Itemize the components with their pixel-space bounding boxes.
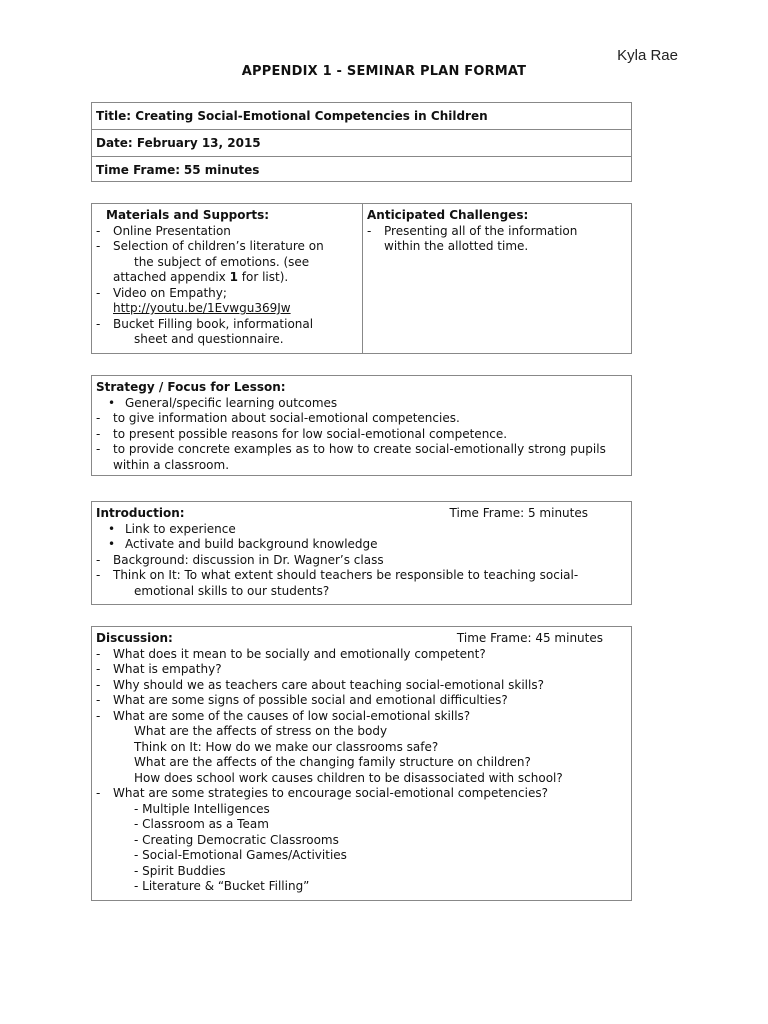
strategy-label: Strategy / Focus for Lesson:: [96, 380, 286, 394]
strategy-bullet: • General/specific learning outcomes: [108, 395, 338, 410]
strategy-box: [91, 375, 632, 476]
author-name: Kyla Rae: [617, 47, 678, 64]
materials-item: - Bucket Filling book, informational: [96, 316, 314, 331]
introduction-time-frame: Time Frame: 5 minutes: [449, 506, 588, 520]
materials-label: Materials and Supports:: [106, 208, 270, 222]
strategy-item: - to give information about social-emotional competencies.: [96, 411, 460, 425]
discussion-question: - Why should we as teachers care about teaching social-emotional skills?: [96, 677, 544, 692]
strategy-subitem: - Spirit Buddies: [134, 863, 226, 878]
discussion-subitem: What are the affects of stress on the body: [134, 724, 388, 738]
challenges-label: Anticipated Challenges:: [367, 208, 529, 222]
discussion-box: [91, 626, 632, 901]
strategy-subitem: - Classroom as a Team: [134, 817, 269, 831]
discussion-subitem: What are the affects of the changing family structure on children?: [134, 755, 531, 769]
materials-item-cont: the subject of emotions. (see: [134, 254, 310, 269]
introduction-bullet: • Activate and build background knowledge: [108, 537, 378, 551]
discussion-question: - What is empathy?: [96, 662, 222, 676]
introduction-box: [91, 501, 632, 605]
video-link[interactable]: http://youtu.be/1Evwgu369Jw: [113, 301, 291, 315]
strategy-subitem: - Multiple Intelligences: [134, 801, 270, 816]
date-row: Date: February 13, 2015: [92, 130, 631, 157]
challenges-item: - Presenting all of the information: [367, 223, 578, 238]
introduction-item: - Think on It: To what extent should teachers be responsible to teaching social-: [96, 568, 579, 582]
strategy-item: - to present possible reasons for low social-emotional competence.: [96, 426, 508, 441]
discussion-question: - What does it mean to be socially and emotionally competent?: [96, 646, 486, 661]
discussion-time-frame: Time Frame: 45 minutes: [456, 631, 603, 645]
discussion-subitem: How does school work causes children to be disassociated with school?: [134, 770, 563, 785]
materials-item: - Video on Empathy;: [96, 285, 227, 300]
header-box: [91, 102, 632, 182]
time-frame-label: Time Frame:: [96, 163, 181, 177]
materials-item: - Selection of children’s literature on: [96, 239, 324, 253]
strategy-subitem: - Literature & “Bucket Filling”: [134, 879, 310, 893]
challenges-column: [363, 204, 631, 353]
materials-item: - Online Presentation: [96, 223, 231, 238]
materials-column: [92, 204, 363, 353]
strategy-item-cont: within a classroom.: [113, 457, 230, 472]
strategy-subitem: - Creating Democratic Classrooms: [134, 832, 339, 847]
discussion-label: Discussion:: [96, 631, 173, 645]
introduction-label: Introduction:: [96, 506, 185, 520]
materials-item-cont: attached appendix 1 for list).: [113, 270, 289, 284]
title-row: Title: Creating Social-Emotional Competencies in Children: [92, 103, 631, 130]
strategy-item: - to provide concrete examples as to how to create social-emotionally strong pupils: [96, 442, 606, 456]
introduction-item: - Background: discussion in Dr. Wagner’s class: [96, 552, 384, 567]
discussion-question: - What are some signs of possible social and emotional difficulties?: [96, 693, 508, 707]
materials-item-cont: sheet and questionnaire.: [134, 332, 284, 346]
time-frame-row: [92, 157, 631, 183]
strategy-subitem: - Social-Emotional Games/Activities: [134, 848, 347, 862]
time-frame-value: 55 minutes: [183, 163, 260, 177]
challenges-item-cont: within the allotted time.: [384, 239, 529, 253]
discussion-question: - What are some of the causes of low social-emotional skills?: [96, 708, 471, 723]
document-heading: APPENDIX 1 - SEMINAR PLAN FORMAT: [241, 64, 527, 79]
materials-challenges-box: [91, 203, 632, 354]
discussion-question: - What are some strategies to encourage social-emotional competencies?: [96, 786, 548, 800]
introduction-item-cont: emotional skills to our students?: [134, 583, 330, 598]
introduction-bullet: • Link to experience: [108, 521, 236, 536]
discussion-subitem: Think on It: How do we make our classrooms safe?: [134, 739, 439, 754]
